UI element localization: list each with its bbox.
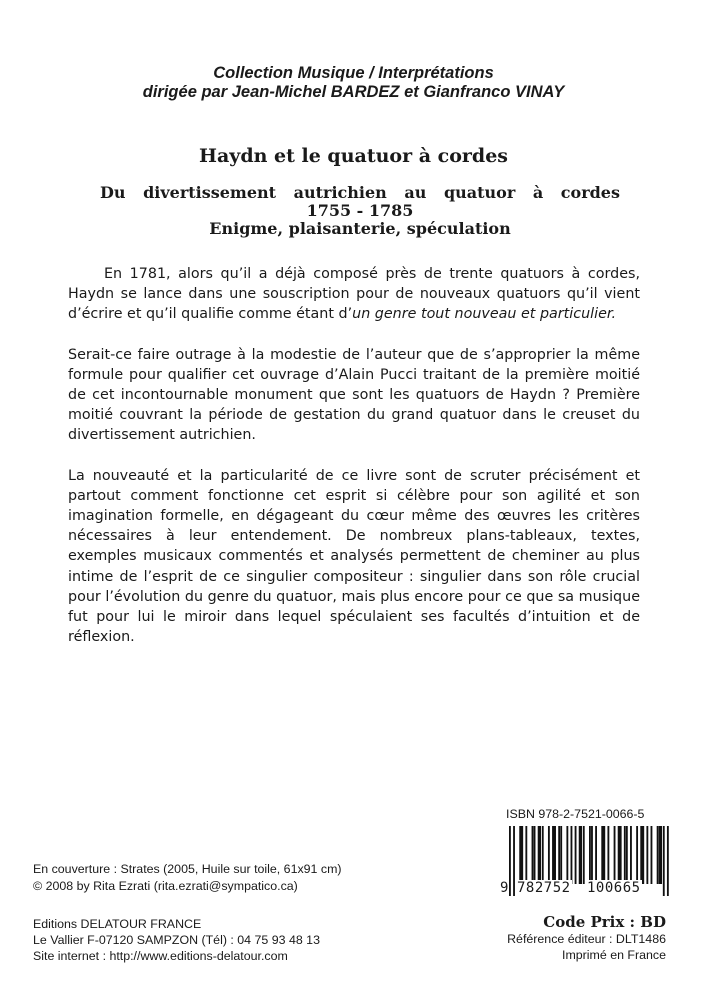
barcode-bar xyxy=(657,826,659,884)
directors-line: dirigée par Jean-Michel BARDEZ et Gianfranco VINAY xyxy=(142,83,565,101)
barcode-bar xyxy=(542,826,544,884)
barcode-digit-first: 9 xyxy=(500,880,509,896)
barcode-bar xyxy=(651,826,653,884)
paragraph-1-quote: un genre tout nouveau et particulier. xyxy=(352,306,617,323)
printed-in: Imprimé en France xyxy=(562,948,666,962)
barcode-bar xyxy=(636,826,638,884)
subtitle-block xyxy=(100,184,620,238)
isbn-label: ISBN 978-2-7521-0066-5 xyxy=(506,807,645,821)
publisher-address: Le Vallier F-07120 SAMPZON (Tél) : 04 75 93 48 13 xyxy=(33,933,320,947)
blurb-text xyxy=(68,264,640,667)
barcode-digits-right: 100665 xyxy=(587,880,641,896)
cover-credit-line: En couverture : Strates (2005, Huile sur toile, 61x91 cm) xyxy=(33,862,342,876)
barcode-bar xyxy=(554,826,556,884)
book-title: Haydn et le quatuor à cordes xyxy=(199,145,508,167)
barcode-bar xyxy=(595,826,597,884)
collection-header xyxy=(0,64,707,102)
barcode-bar xyxy=(583,826,585,884)
barcode-bar xyxy=(642,826,644,884)
barcode-bar xyxy=(566,826,568,884)
barcode-bar xyxy=(560,826,562,884)
publisher-website[interactable]: Site internet : http://www.editions-delatour.com xyxy=(33,949,288,963)
publisher-name: Editions DELATOUR FRANCE xyxy=(33,917,202,931)
barcode-bar xyxy=(509,826,511,896)
barcode-bar xyxy=(663,826,665,896)
cover-credits xyxy=(33,861,342,894)
barcode-bar xyxy=(646,826,648,884)
paragraph-2: Serait-ce faire outrage à la modestie de l’auteur que de s’approprier la même formule pour qualifier cet ouvrage d’Alain Pucci traitant de la première moitié de cet incontournable monument que sont les quatuors de Haydn ? Première moitié couvrant la période de gestation du grand quatuor dans le creuset du divertissement autrichien. xyxy=(68,346,640,444)
barcode-bar xyxy=(607,826,609,884)
barcode-bar xyxy=(614,826,616,884)
collection-line: Collection Musique / Interprétations xyxy=(213,64,494,82)
code-prix: Code Prix : BD xyxy=(543,913,666,931)
barcode-bar xyxy=(579,826,582,884)
barcode-bar xyxy=(603,826,605,884)
barcode-bar xyxy=(620,826,622,884)
barcode-bar xyxy=(513,826,515,896)
barcode-bar xyxy=(575,826,577,884)
barcode-bar xyxy=(624,826,626,884)
barcode-bar xyxy=(521,826,523,884)
barcode-bar xyxy=(571,826,573,884)
barcode-digits-left: 782752 xyxy=(517,880,571,896)
barcode-bar xyxy=(558,826,560,884)
copyright-line: © 2008 by Rita Ezrati (rita.ezrati@sympatico.ca) xyxy=(33,878,298,893)
barcode-bar xyxy=(525,826,527,884)
pricing-info xyxy=(507,914,666,963)
barcode-bar xyxy=(626,826,628,884)
paragraph-3: La nouveauté et la particularité de ce livre sont de scruter précisément et partout comment fonctionne cet esprit si célèbre pour son agilité et son imagination formelle, en dégageant du cœur même des œuvres les critères nécessaires à leur entendement. De nombreux plans-tableaux, textes, exemples musicaux commentés et analysés permettent de cheminer au plus intime de l’esprit de ce singulier compositeur : singulier dans son rôle crucial pour l’évolution du genre du quatuor, mais plus encore pour ce que sa musique fut pour lui le miroir dans lequel spéculaient ses facultés d’intuition et de réflexion. xyxy=(68,467,640,646)
barcode-bar xyxy=(548,826,550,884)
barcode-bar xyxy=(630,826,632,884)
subtitle-theme: Enigme, plaisanterie, spéculation xyxy=(209,219,511,238)
barcode-bar xyxy=(538,826,541,884)
barcode-bar xyxy=(534,826,536,884)
publisher-info xyxy=(33,916,320,964)
barcode-bar xyxy=(659,826,662,884)
publisher-reference: Référence éditeur : DLT1486 xyxy=(507,932,666,946)
barcode-bar xyxy=(667,826,669,896)
subtitle-line: Du divertissement autrichien au quatuor à cordes xyxy=(100,183,620,202)
barcode-bar xyxy=(532,826,534,884)
subtitle-dates: 1755 - 1785 xyxy=(306,201,414,220)
paragraph-1 xyxy=(68,264,640,325)
paragraph-1-text: En 1781, alors qu’il a déjà composé près de trente quatuors à cordes, Haydn se lance dans une souscription pour de nouveaux quatuors qu’il vient d’écrire et qu’il qualifie comme étant d’ xyxy=(68,266,640,323)
